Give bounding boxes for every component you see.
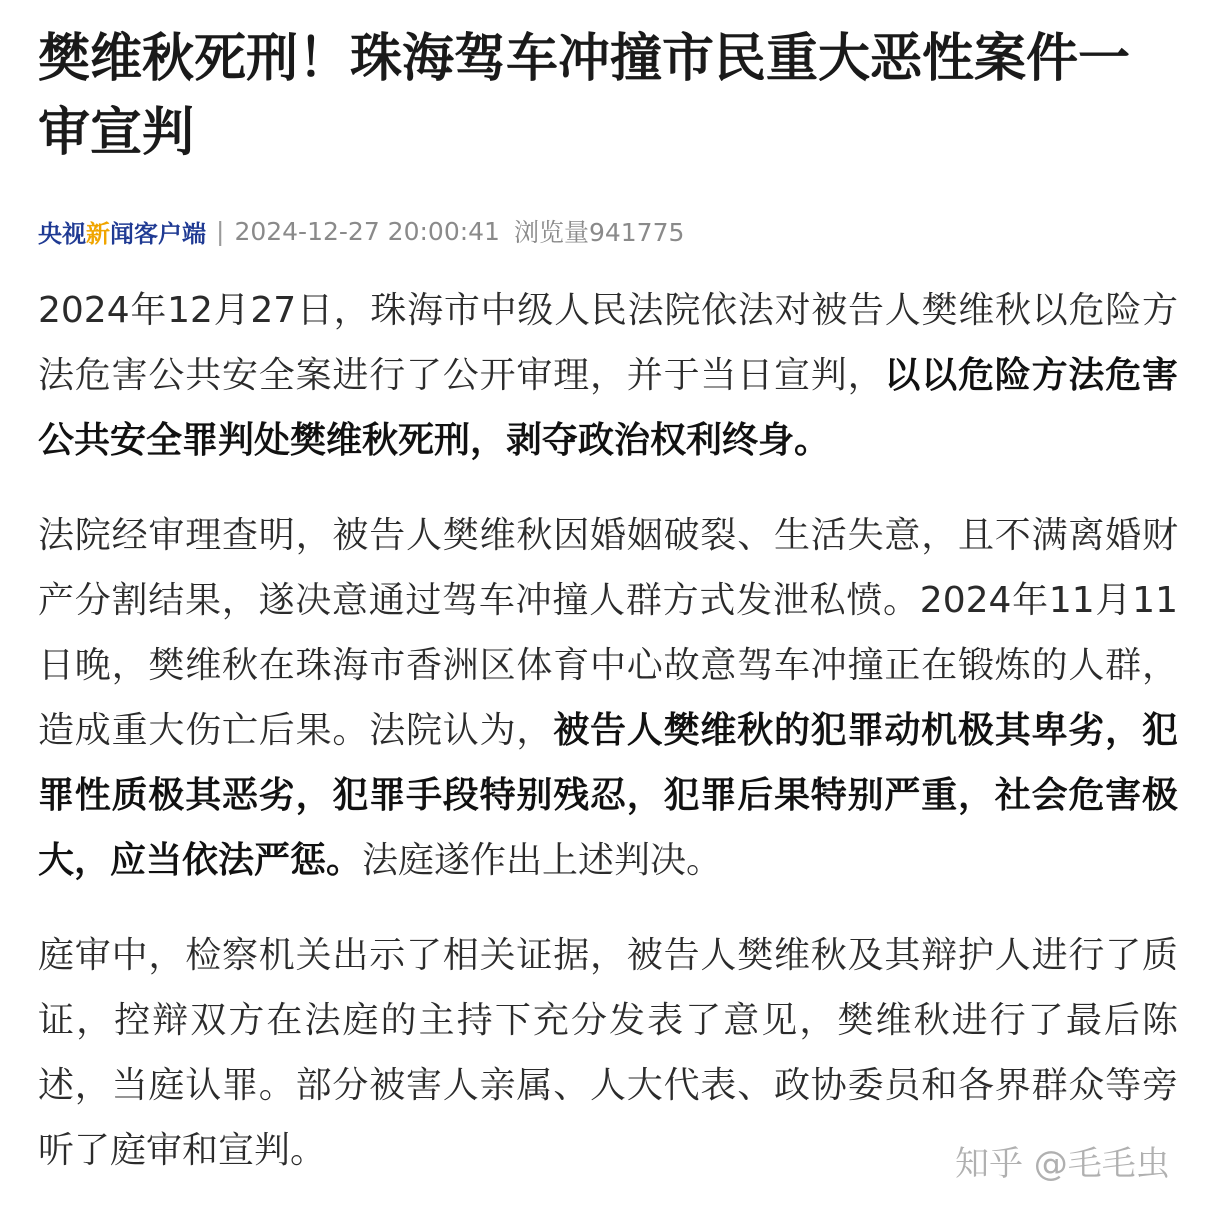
- paragraph-1: [38, 278, 1178, 473]
- view-count: 浏览量941775: [513, 218, 685, 247]
- source-name-highlight: 新: [86, 219, 110, 248]
- source-name[interactable]: [38, 214, 206, 249]
- paragraph-2-bold: 被告人樊维秋的犯罪动机极其卑劣，犯罪性质极其恶劣，犯罪手段特别残忍，犯罪后果特别严重，社会危害极大，应当依法严惩。: [38, 710, 1178, 881]
- paragraph-2-text-after: 法庭遂作出上述判决。: [362, 840, 723, 881]
- article: [38, 22, 1178, 1183]
- watermark-text: 知乎 @毛毛虫: [955, 1144, 1170, 1184]
- article-title: 樊维秋死刑！珠海驾车冲撞市民重大恶性案件一审宣判: [38, 29, 1131, 163]
- meta-separator: |: [216, 216, 225, 246]
- publish-datetime: 2024-12-27 20:00:41: [234, 216, 500, 246]
- source-name-part2: 闻客户端: [110, 219, 206, 248]
- source-name-part1: 央视: [38, 219, 86, 248]
- paragraph-1-text: 2024年12月27日，珠海市中级人民法院依法对被告人樊维秋以危险方法危害公共安全案进行了公开审理，并于当日宣判，: [38, 290, 1178, 396]
- paragraph-2: [38, 503, 1178, 893]
- article-meta: [38, 214, 1178, 248]
- paragraph-1-bold: 以以危险方法危害公共安全罪判处樊维秋死刑，剥夺政治权利终身。: [38, 355, 1178, 461]
- paragraph-3-text: 庭审中，检察机关出示了相关证据，被告人樊维秋及其辩护人进行了质证，控辩双方在法庭的主持下充分发表了意见，樊维秋进行了最后陈述，当庭认罪。部分被害人亲属、人大代表、政协委员和各界群众等旁听了庭审和宣判。: [38, 935, 1178, 1171]
- paragraph-2-text: 法院经审理查明，被告人樊维秋因婚姻破裂、生活失意，且不满离婚财产分割结果，遂决意通过驾车冲撞人群方式发泄私愤。2024年11月11日晚，樊维秋在珠海市香洲区体育中心故意驾车冲撞正在锻炼的人群，造成重大伤亡后果。法院认为，: [38, 515, 1178, 751]
